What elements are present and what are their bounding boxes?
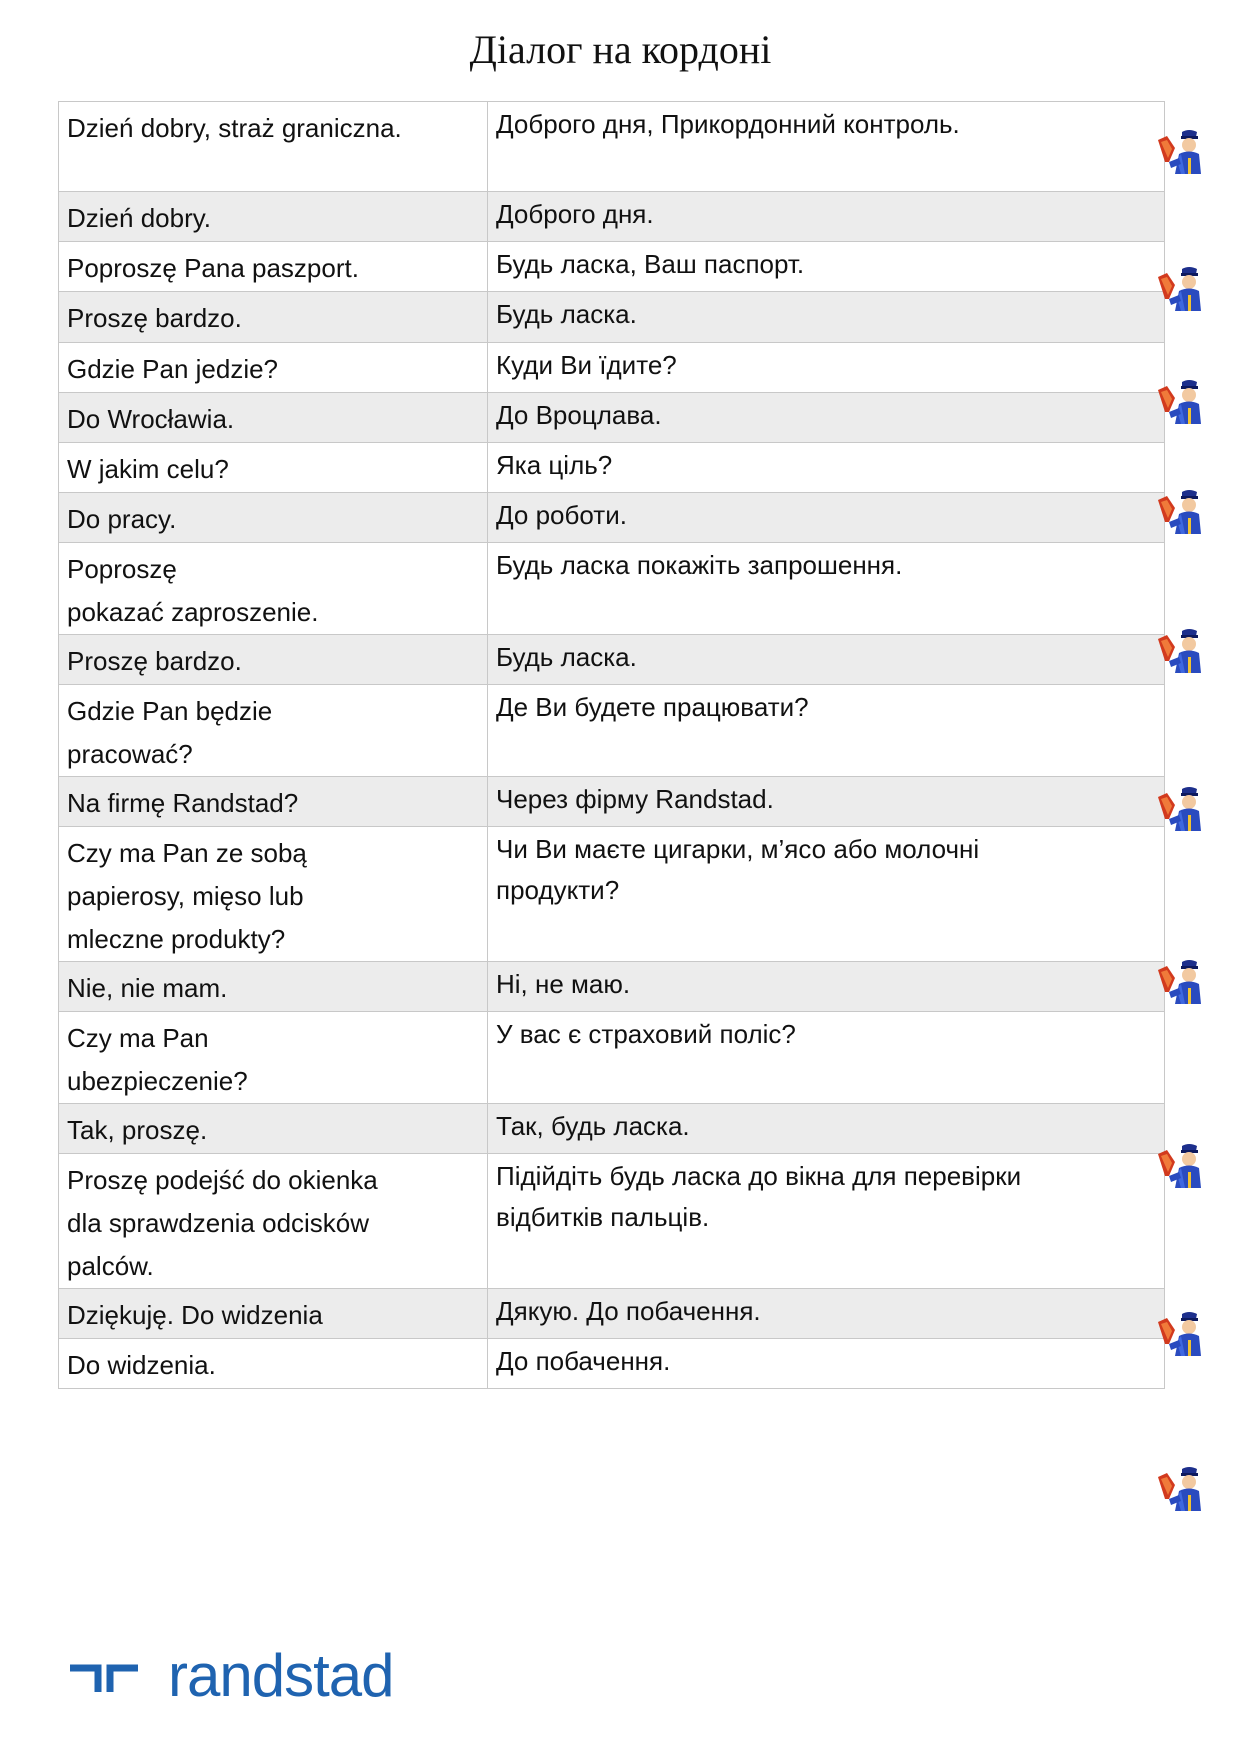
polish-text: Poproszę pokazać zaproszenie. (67, 554, 319, 627)
ukrainian-text: До побачення. (496, 1346, 671, 1376)
ukrainian-phrase (488, 1012, 1165, 1104)
ukrainian-phrase (488, 685, 1165, 777)
polish-phrase (59, 543, 488, 635)
ukrainian-text: Куди Ви їдите? (496, 350, 677, 380)
polish-text: Nie, nie mam. (67, 973, 228, 1003)
ukrainian-phrase (488, 543, 1165, 635)
polish-phrase (59, 1289, 488, 1339)
polish-phrase (59, 685, 488, 777)
dialog-row (59, 685, 1165, 777)
ukrainian-text: Де Ви будете працювати? (496, 692, 809, 722)
polish-text: Proszę podejść do okienka dla sprawdzenia odcisków palców. (67, 1165, 378, 1281)
ukrainian-text: Через фірму Randstad. (496, 784, 774, 814)
polish-phrase (59, 393, 488, 443)
ukrainian-phrase (488, 493, 1165, 543)
ukrainian-phrase (488, 1339, 1165, 1389)
ukrainian-text: Будь ласка. (496, 299, 637, 329)
dialog-row (59, 1012, 1165, 1104)
ukrainian-phrase (488, 343, 1165, 393)
border-guard-icon (1155, 265, 1201, 313)
polish-phrase (59, 1012, 488, 1104)
ukrainian-phrase (488, 827, 1165, 962)
polish-text: Do Wrocławia. (67, 404, 235, 434)
ukrainian-text: Так, будь ласка. (496, 1111, 690, 1141)
ukrainian-text: Доброго дня. (496, 199, 654, 229)
polish-phrase (59, 1104, 488, 1154)
dialog-row (59, 493, 1165, 543)
ukrainian-phrase (488, 443, 1165, 493)
ukrainian-phrase (488, 635, 1165, 685)
ukrainian-phrase (488, 1104, 1165, 1154)
dialog-row (59, 543, 1165, 635)
ukrainian-text: Будь ласка, Ваш паспорт. (496, 249, 805, 279)
polish-text: Na firmę Randstad? (67, 788, 299, 818)
polish-text: Do widzenia. (67, 1350, 216, 1380)
ukrainian-text: Будь ласка покажіть запрошення. (496, 550, 903, 580)
ukrainian-text: До Вроцлава. (496, 400, 662, 430)
ukrainian-phrase (488, 777, 1165, 827)
border-guard-icon (1155, 488, 1201, 536)
ukrainian-phrase (488, 292, 1165, 343)
dialog-row (59, 393, 1165, 443)
ukrainian-phrase (488, 1289, 1165, 1339)
polish-phrase (59, 242, 488, 292)
ukrainian-text: Яка ціль? (496, 450, 613, 480)
polish-text: Dzień dobry. (67, 203, 212, 233)
ukrainian-text: Чи Ви маєте цигарки, м’ясо або молочні продукти? (496, 834, 980, 905)
border-guard-icon (1155, 958, 1201, 1006)
ukrainian-phrase (488, 1154, 1165, 1289)
border-guard-icon (1155, 378, 1201, 426)
polish-phrase (59, 343, 488, 393)
border-guard-icon (1155, 1142, 1201, 1190)
ukrainian-text: Доброго дня, Прикордонний контроль. (496, 109, 960, 139)
polish-phrase (59, 1339, 488, 1389)
dialog-row (59, 1154, 1165, 1289)
polish-text: Proszę bardzo. (67, 646, 242, 676)
polish-phrase (59, 777, 488, 827)
polish-text: Czy ma Pan ubezpieczenie? (67, 1023, 248, 1096)
dialog-row (59, 242, 1165, 292)
page-title: Діалог на кордоні (469, 27, 772, 72)
ukrainian-text: Ні, не маю. (496, 969, 631, 999)
ukrainian-text: До роботи. (496, 500, 627, 530)
polish-phrase (59, 443, 488, 493)
ukrainian-text: Підійдіть будь ласка до вікна для перевірки відбитків пальців. (496, 1161, 1022, 1232)
polish-phrase (59, 635, 488, 685)
polish-text: Dziękuję. Do widzenia (67, 1300, 323, 1330)
dialog-row (59, 1339, 1165, 1389)
dialog-row (59, 962, 1165, 1012)
polish-phrase (59, 827, 488, 962)
dialog-row (59, 192, 1165, 242)
ukrainian-phrase (488, 962, 1165, 1012)
polish-phrase (59, 493, 488, 543)
border-guard-icon (1155, 785, 1201, 833)
randstad-mark-icon (68, 1656, 140, 1696)
dialog-row (59, 635, 1165, 685)
dialog-row (59, 777, 1165, 827)
polish-text: Dzień dobry, straż graniczna. (67, 113, 402, 143)
dialog-row (59, 343, 1165, 393)
polish-text: Gdzie Pan będzie pracować? (67, 696, 273, 769)
border-guard-icon (1155, 128, 1201, 176)
dialog-row (59, 827, 1165, 962)
ukrainian-phrase (488, 242, 1165, 292)
polish-text: Poproszę Pana paszport. (67, 253, 359, 283)
polish-text: Do pracy. (67, 504, 177, 534)
polish-text: Czy ma Pan ze sobą papierosy, mięso lub mleczne produkty? (67, 838, 307, 954)
ukrainian-phrase (488, 192, 1165, 242)
dialog-table (58, 101, 1165, 1389)
ukrainian-phrase (488, 102, 1165, 192)
ukrainian-text: Дякую. До побачення. (496, 1296, 761, 1326)
ukrainian-text: У вас є страховий поліс? (496, 1019, 796, 1049)
polish-text: W jakim celu? (67, 454, 229, 484)
polish-phrase (59, 102, 488, 192)
dialog-row (59, 292, 1165, 343)
polish-phrase (59, 1154, 488, 1289)
border-guard-icon (1155, 1465, 1201, 1513)
dialog-row (59, 1104, 1165, 1154)
dialog-row (59, 1289, 1165, 1339)
polish-text: Tak, proszę. (67, 1115, 208, 1145)
dialog-row (59, 443, 1165, 493)
logo-wordmark: randstad (168, 1642, 394, 1709)
ukrainian-phrase (488, 393, 1165, 443)
polish-phrase (59, 192, 488, 242)
polish-text: Proszę bardzo. (67, 303, 242, 333)
dialog-row (59, 102, 1165, 192)
ukrainian-text: Будь ласка. (496, 642, 637, 672)
border-guard-icon (1155, 1310, 1201, 1358)
randstad-logo (68, 1642, 394, 1709)
polish-text: Gdzie Pan jedzie? (67, 354, 279, 384)
polish-phrase (59, 962, 488, 1012)
polish-phrase (59, 292, 488, 343)
border-guard-icon (1155, 627, 1201, 675)
